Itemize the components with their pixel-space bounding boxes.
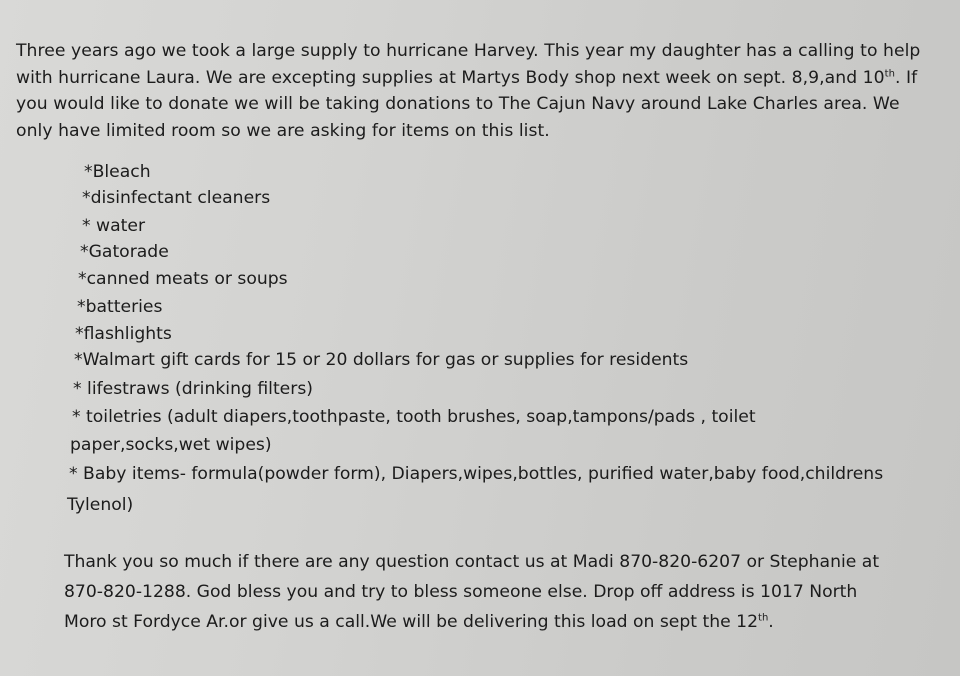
intro-line: you would like to donate we will be taking donations to The Cajun Navy around Lake Charles area. We — [16, 94, 900, 114]
closing-line — [64, 607, 944, 637]
list-item: *flashlights — [75, 324, 172, 344]
closing-line: Thank you so much if there are any question contact us at Madi 870-820-6207 or Stephanie at — [64, 552, 880, 572]
ordinal-suffix: th — [884, 67, 896, 79]
list-item: *Walmart gift cards for 15 or 20 dollars for gas or supplies for residents — [74, 350, 689, 370]
intro-text: with hurricane Laura. We are excepting supplies at Martys Body shop next week on sept. 8,9,and 10 — [16, 67, 885, 88]
list-item: * Baby items- formula(powder form), Diapers,wipes,bottles, purified water,baby food,childrens — [69, 464, 884, 484]
list-item: *disinfectant cleaners — [82, 188, 271, 208]
intro-line: only have limited room so we are asking for items on this list. — [16, 120, 550, 141]
list-item: *Gatorade — [80, 242, 169, 262]
list-item: *canned meats or soups — [78, 269, 288, 289]
intro-text: . If — [895, 67, 918, 88]
ordinal-suffix: th — [758, 612, 769, 624]
closing-text: Moro st Fordyce Ar.or give us a call.We will be delivering this load on sept the 12 — [64, 612, 759, 632]
intro-line: Three years ago we took a large supply to hurricane Harvey. This year my daughter has a calling to help — [16, 41, 921, 61]
list-item: paper,socks,wet wipes) — [70, 435, 272, 455]
intro-line — [16, 65, 946, 92]
list-item: *batteries — [77, 297, 163, 317]
list-item: * water — [82, 216, 146, 236]
intro-paragraph — [16, 38, 946, 144]
list-item: * lifestraws (drinking filters) — [73, 379, 313, 399]
closing-line: 870-820-1288. God bless you and try to bless someone else. Drop off address is 1017 North — [64, 582, 858, 602]
closing-paragraph — [64, 547, 944, 637]
list-item: *Bleach — [84, 162, 151, 182]
list-item: * toiletries (adult diapers,toothpaste, tooth brushes, soap,tampons/pads , toilet — [72, 407, 756, 427]
list-item: Tylenol) — [67, 495, 134, 515]
closing-text: . — [768, 612, 774, 632]
